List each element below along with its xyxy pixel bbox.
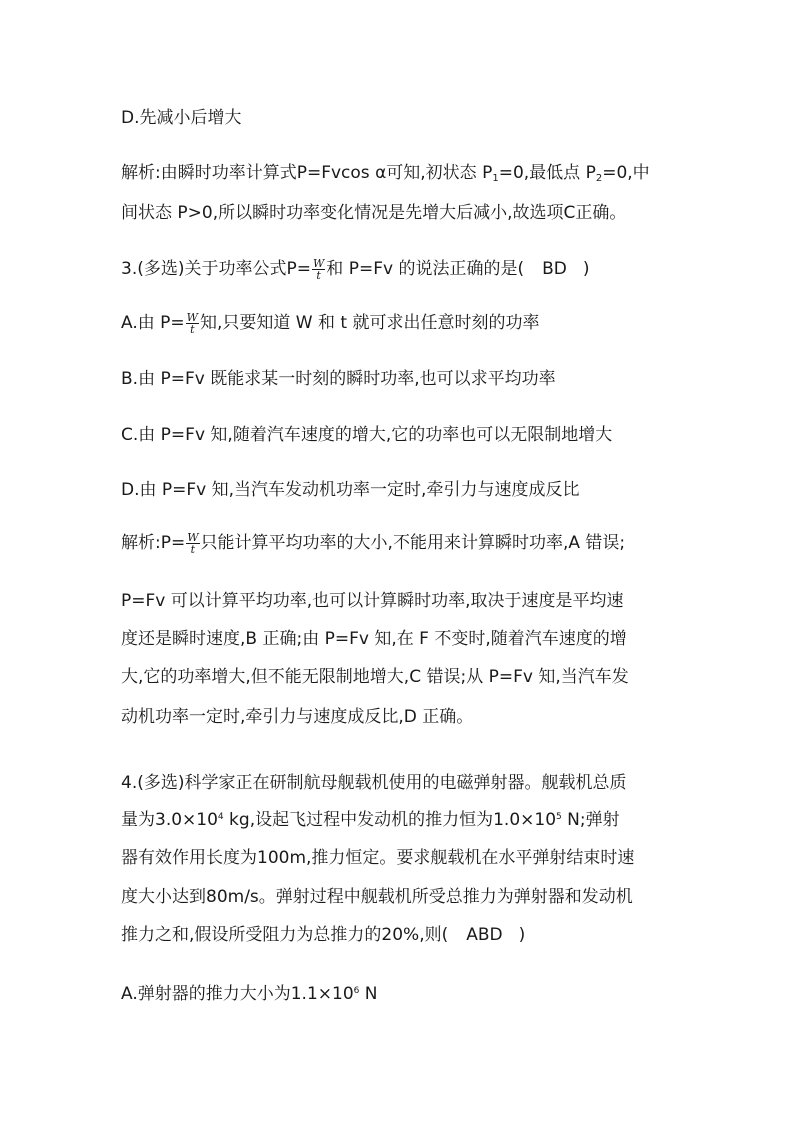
analysis-2-line-1 — [121, 161, 650, 185]
fraction-numerator: W — [186, 310, 198, 324]
question-3-option-c: C.由 P=Fv 知,随着汽车速度的增大,它的功率也可以无限制地增大 — [121, 425, 613, 445]
analysis-3-line-4: 大,它的功率增大,但不能无限制地增大,C 错误;从 P=Fv 知,当汽车发 — [121, 667, 629, 687]
analysis-2-part-a: 解析:由瞬时功率计算式P=Fvcos α可知,初状态 P — [121, 163, 493, 183]
superscript: 4 — [217, 812, 224, 822]
question-4-line-1: 4.(多选)科学家正在研制航母舰载机使用的电磁弹射器。舰载机总质 — [121, 773, 627, 793]
question-4-line-2 — [121, 808, 620, 832]
question-4-answer: ABD — [466, 925, 503, 945]
analysis-3-suffix: 只能计算平均功率的大小,不能用来计算瞬时功率,A 错误; — [200, 533, 626, 553]
superscript: 6 — [353, 986, 360, 996]
question-3-close: ) — [582, 259, 590, 279]
option-d-text: D.先减小后增大 — [121, 108, 242, 128]
analysis-3-line-3: 度还是瞬时速度,B 正确;由 P=Fv 知,在 F 不变时,随着汽车速度的增 — [121, 629, 627, 649]
question-3-option-d: D.由 P=Fv 知,当汽车发动机功率一定时,牵引力与速度成反比 — [121, 480, 580, 500]
fraction-numerator: W — [187, 530, 199, 544]
question-4-close: ) — [518, 925, 526, 945]
fraction-numerator: W — [312, 256, 325, 270]
subscript: 2 — [595, 173, 603, 184]
question-3-suffix: 和 P=Fv 的说法正确的是( — [326, 259, 525, 279]
fraction-w-over-t — [186, 312, 199, 335]
analysis-2-part-b: =0,最低点 P — [498, 163, 596, 183]
subscript: 1 — [492, 173, 499, 184]
question-4-thrust: kg,设起飞过程中发动机的推力恒为1.0×10 — [223, 810, 557, 830]
analysis-2-line-2: 间状态 P>0,所以瞬时功率变化情况是先增大后减小,故选项C正确。 — [121, 203, 627, 223]
option-a-prefix: A.由 P= — [121, 313, 185, 333]
analysis-3-line-5: 动机功率一定时,牵引力与速度成反比,D 正确。 — [121, 707, 474, 727]
question-4-line-4: 度大小达到80m/s。弹射过程中舰载机所受总推力为弹射器和发动机 — [121, 887, 633, 907]
question-4-line-5 — [121, 923, 525, 947]
analysis-3-line-1 — [121, 531, 625, 555]
option-a-unit: N — [359, 984, 378, 1004]
option-a-suffix: 知,只要知道 W 和 t 就可求出任意时刻的功率 — [199, 313, 540, 333]
question-3-stem — [121, 257, 589, 281]
question-4-line-3: 器有效作用长度为100m,推力恒定。要求舰载机在水平弹射结束时速 — [121, 848, 635, 868]
superscript: 5 — [556, 812, 562, 822]
question-4-option-a — [121, 982, 378, 1006]
fraction-denominator: t — [316, 268, 321, 282]
analysis-3-prefix: 解析:P= — [121, 533, 186, 553]
fraction-denominator: t — [190, 322, 195, 336]
question-3-answer: BD — [542, 259, 567, 279]
fraction-w-over-t — [186, 532, 199, 555]
question-3-prefix: 3.(多选)关于功率公式P= — [121, 259, 311, 279]
question-4-line-2-end: N;弹射 — [561, 810, 620, 830]
fraction-w-over-t — [312, 258, 325, 281]
fraction-denominator: t — [190, 542, 196, 556]
option-a-text: A.弹射器的推力大小为1.1×10 — [121, 984, 354, 1004]
question-3-option-a — [121, 311, 539, 335]
analysis-2-part-c: =0,中 — [602, 163, 650, 183]
question-3-option-b: B.由 P=Fv 既能求某一时刻的瞬时功率,也可以求平均功率 — [121, 369, 556, 389]
question-4-mass: 量为3.0×10 — [121, 810, 218, 830]
question-4-line-5-text: 推力之和,假设所受阻力为总推力的20%,则( — [121, 925, 449, 945]
analysis-3-line-2: P=Fv 可以计算平均功率,也可以计算瞬时功率,取决于速度是平均速 — [121, 591, 624, 611]
